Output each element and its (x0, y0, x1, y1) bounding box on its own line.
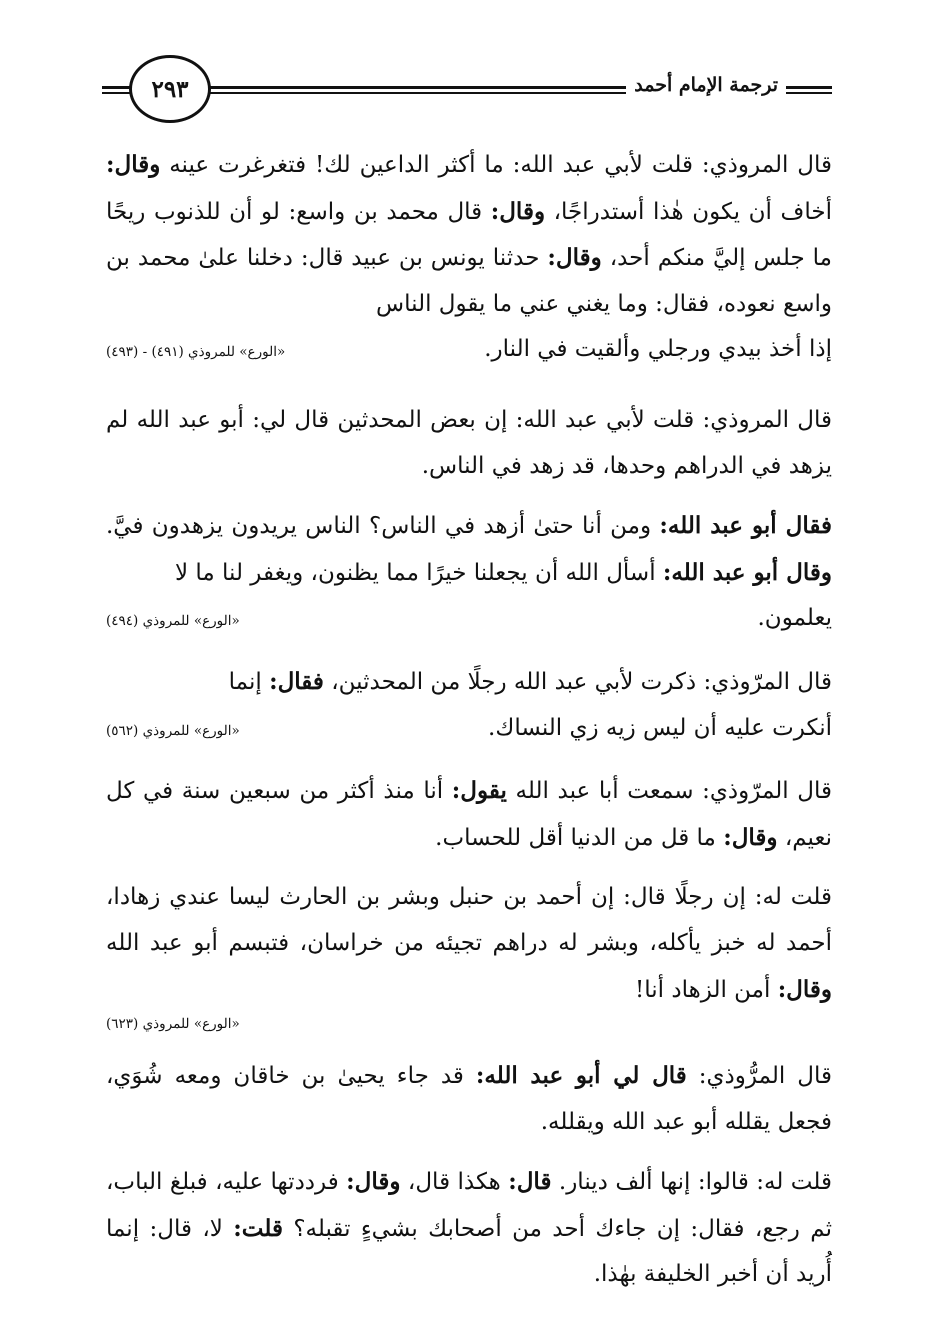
running-title: ترجمة الإمام أحمد (626, 74, 786, 96)
text: أنكرت عليه أن ليس زيه زي النساك. (488, 714, 832, 741)
entry-1 (106, 142, 832, 376)
text: هكذا قال، (400, 1169, 509, 1196)
text: قال المرّوذي: سمعت أبا عبد الله (506, 778, 832, 805)
entry-6 (106, 1053, 832, 1145)
entry-4 (106, 768, 832, 861)
paragraph-last-line (106, 327, 832, 376)
entry-7 (106, 1159, 832, 1298)
bold-term: فقال: (269, 667, 324, 695)
text: ومن أنا حتىٰ أزهد في الناس؟ الناس يريدون يزهدون فيَّ. (106, 513, 660, 540)
paragraph (106, 503, 832, 596)
bold-term: وقال: (106, 151, 161, 178)
page-body (106, 142, 832, 1298)
entry-3 (106, 659, 832, 754)
text: الله (106, 929, 140, 956)
bold-term: وقال: (346, 1168, 401, 1196)
bold-term: فقال أبو عبد الله: (659, 512, 832, 540)
paragraph: قال المروذي: قلت لأبي عبد الله: إن بعض المحدثين قال لي: أبو عبد الله لم يزهد في الدراهم وحدها، قد زهد في الناس. (106, 406, 832, 479)
entry-2 (106, 398, 832, 645)
paragraph (106, 1053, 832, 1145)
text: أسأل الله أن يجعلنا خيرًا مما يظنون، ويغفر لنا ما لا (174, 559, 663, 586)
text: قال المرُّوذي: (686, 1063, 833, 1090)
text: قال محمد بن واسع: لو أن للذنوب ريحًا ما جلس إليَّ منكم أحد، (106, 198, 832, 272)
text: إذا أخذ بيدي ورجلي وألقيت في النار. (484, 336, 832, 363)
paragraph (106, 875, 832, 1013)
bold-term: وقال أبو عبد الله: (662, 558, 832, 586)
text: أمن الزهاد أنا! (635, 976, 778, 1003)
source-citation: «الورع» للمروذي (٤٩١) - (٤٩٣) (106, 344, 286, 361)
bold-term: قال: (508, 1168, 552, 1196)
text: فرددتها عليه، فبلغ الباب، ثم رجع، فقال: إن جاءك أحد من أصحابك بشيءٍ تقبله؟ (106, 1169, 832, 1242)
bold-term: وقال: (777, 975, 832, 1003)
source-citation: «الورع» للمروذي (٦٢٣) (106, 1016, 240, 1033)
page-header (0, 0, 946, 130)
text: قال المروذي: قلت لأبي عبد الله: ما أكثر الداعين لك! فتغرغرت عينه (169, 152, 833, 178)
bold-term: وقال: (723, 823, 778, 851)
source-citation: «الورع» للمروذي (٤٩٤) (106, 613, 240, 630)
paragraph (106, 768, 832, 861)
text: أخاف أن يكون هٰذا أستدراجًا، (545, 198, 832, 225)
text: قلت له: إن رجلًا قال: إن أحمد بن حنبل وبشر بن الحارث ليسا عندي زهادا، أحمد له خبز يأكله، وبشر له دراهم تجيئه من خراسان، فتبسم أبو عبد (106, 884, 832, 956)
text: قلت له: قالوا: إنها ألف دينار. (551, 1169, 832, 1196)
text: يعلمون. (757, 605, 832, 632)
text: ما قل من الدنيا أقل للحساب. (435, 824, 724, 851)
text: قد جاء يحيىٰ بن خاقان ومعه شُوَي، فجعل يقلله أبو عبد الله ويقلله. (106, 1063, 832, 1135)
source-citation: «الورع» للمروذي (٥٦٢) (106, 722, 240, 739)
entry-5 (106, 875, 832, 1039)
paragraph (106, 659, 832, 706)
text: إنما (228, 668, 270, 695)
bold-term: يقول: (451, 777, 507, 805)
text: قال المرّوذي: ذكرت لأبي عبد الله رجلًا من المحدثين، (323, 668, 832, 695)
bold-term: قلت: (233, 1214, 283, 1242)
page-number: ٢٩٣ (151, 75, 189, 103)
text: لا، قال: إنما أُريد أن أخبر الخليفة بهٰذا. (106, 1215, 832, 1288)
paragraph-last-line (106, 596, 832, 645)
bold-term: وقال: (490, 197, 546, 225)
text: أنا منذ أكثر من سبعين سنة في كل نعيم، (106, 778, 832, 851)
source-line (106, 1013, 832, 1039)
bold-term: وقال: (547, 244, 602, 272)
paragraph (106, 1159, 832, 1298)
bold-term: قال لي أبو عبد الله: (475, 1062, 687, 1090)
page-number-badge (129, 55, 211, 123)
paragraph-last-line (106, 706, 832, 755)
paragraph (106, 142, 832, 327)
text: حدثنا يونس بن عبيد قال: دخلنا علىٰ محمد بن واسع نعوده، فقال: وما يغني عني ما يقول الناس (106, 245, 832, 317)
